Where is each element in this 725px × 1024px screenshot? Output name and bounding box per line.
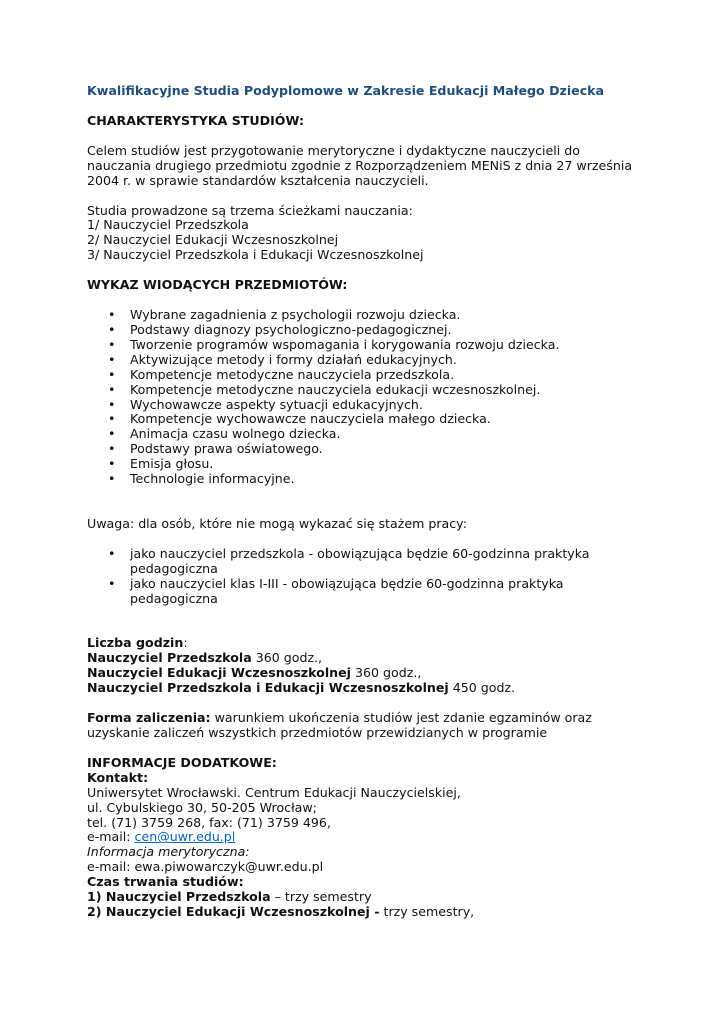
note-item-line: pedagogiczna: [130, 560, 218, 576]
characteristics-heading: CHARAKTERYSTYKA STUDIÓW:: [87, 112, 304, 128]
duration-row-value: trzy semestry,: [379, 903, 475, 919]
subjects-list: [87, 308, 687, 487]
assessment-line: uzyskanie zaliczeń wszystkich przedmiotów przewidzianych w programie: [87, 725, 548, 740]
hours-row-value: 450 godz.: [448, 680, 516, 696]
intro-line: Celem studiów jest przygotowanie merytoryczne i dydaktyczne nauczycieli do: [87, 142, 580, 158]
email-link[interactable]: cen@uwr.edu.pl: [134, 829, 236, 845]
document-title: Kwalifikacyjne Studia Podyplomowe w Zakresie Edukacji Małego Dziecka: [87, 83, 605, 98]
subject-item: • Podstawy prawa oświatowego.: [130, 442, 687, 457]
subject-item: • Aktywizujące metody i formy działań edukacyjnych.: [130, 353, 687, 368]
intro-line: 2004 r. w sprawie standardów kształcenia nauczycieli.: [87, 172, 429, 188]
document-content: [87, 84, 687, 920]
subject-item: • Wybrane zagadnienia z psychologii rozwoju dziecka.: [130, 308, 687, 323]
note-item: [130, 547, 687, 577]
subject-item: • Kompetencje metodyczne nauczyciela przedszkola.: [130, 368, 687, 383]
hours-heading-line: [87, 636, 687, 651]
note-item-line: jako nauczyciel klas I-III - obowiązująca będzie 60-godzinna praktyka: [130, 575, 564, 591]
hours-heading: Liczba godzin: [87, 635, 184, 651]
subject-item: • Emisja głosu.: [130, 457, 687, 472]
subject-item: • Animacja czasu wolnego dziecka.: [130, 427, 687, 442]
additional-heading: INFORMACJE DODATKOWE:: [87, 754, 277, 770]
subjects-heading: WYKAZ WIODĄCYCH PRZEDMIOTÓW:: [87, 277, 348, 293]
subject-item: • Tworzenie programów wspomagania i korygowania rozwoju dziecka.: [130, 338, 687, 353]
address-line: Uniwersytet Wrocławski. Centrum Edukacji Nauczycielskiej,: [87, 784, 461, 800]
address-line: ul. Cybulskiego 30, 50-205 Wrocław;: [87, 799, 317, 815]
address-line: tel. (71) 3759 268, fax: (71) 3759 496,: [87, 814, 331, 830]
hours-row-value: 360 godz.,: [251, 650, 323, 666]
hours-row-label: Nauczyciel Przedszkola: [87, 650, 252, 666]
duration-heading: Czas trwania studiów:: [87, 874, 244, 890]
path-item: 3/ Nauczyciel Przedszkola i Edukacji Wczesnoszkolnej: [87, 247, 424, 263]
duration-row-label: 2) Nauczyciel Edukacji Wczesnoszkolnej -: [87, 903, 380, 919]
subject-item: • Kompetencje wychowawcze nauczyciela małego dziecka.: [130, 412, 687, 427]
merit-label: Informacja merytoryczna:: [87, 844, 250, 860]
assessment-text: warunkiem ukończenia studiów jest zdanie egzaminów oraz: [210, 710, 592, 726]
path-item: 2/ Nauczyciel Edukacji Wczesnoszkolnej: [87, 232, 339, 248]
contact-heading: Kontakt:: [87, 769, 149, 785]
merit-email: e-mail: ewa.piwowarczyk@uwr.edu.pl: [87, 859, 324, 875]
path-item: 1/ Nauczyciel Przedszkola: [87, 217, 249, 233]
note-list: [87, 547, 687, 607]
duration-row-label: 1) Nauczyciel Przedszkola: [87, 889, 271, 905]
hours-row-label: Nauczyciel Przedszkola i Edukacji Wczesnoszkolnej: [87, 680, 449, 696]
duration-row: [87, 890, 687, 905]
subject-item: • Kompetencje metodyczne nauczyciela edukacji wczesnoszkolnej.: [130, 383, 687, 398]
email-line: [87, 830, 687, 845]
subject-item: • Wychowawcze aspekty sytuacji edukacyjnych.: [130, 398, 687, 413]
hours-row: [87, 681, 687, 696]
note-text: Uwaga: dla osób, które nie mogą wykazać się stażem pracy:: [87, 515, 467, 531]
duration-row: [87, 905, 687, 920]
hours-row: [87, 651, 687, 666]
note-item-line: pedagogiczna: [130, 590, 218, 606]
hours-row-label: Nauczyciel Edukacji Wczesnoszkolnej: [87, 665, 351, 681]
hours-heading-suffix: :: [183, 635, 188, 651]
hours-row: [87, 666, 687, 681]
note-item-line: jako nauczyciel przedszkola - obowiązująca będzie 60-godzinna praktyka: [130, 545, 590, 561]
note-item: [130, 577, 687, 607]
assessment-line: [87, 711, 687, 726]
email-prefix: e-mail:: [87, 829, 135, 845]
duration-row-value: – trzy semestry: [270, 889, 372, 905]
subject-item: • Podstawy diagnozy psychologiczno-pedagogicznej.: [130, 323, 687, 338]
intro-line: nauczania drugiego przedmiotu zgodnie z Rozporządzeniem MENiS z dnia 27 września: [87, 157, 633, 173]
subject-item: • Technologie informacyjne.: [130, 472, 687, 487]
assessment-label: Forma zaliczenia:: [87, 710, 211, 726]
hours-row-value: 360 godz.,: [350, 665, 422, 681]
paths-intro: Studia prowadzone są trzema ścieżkami nauczania:: [87, 202, 413, 218]
